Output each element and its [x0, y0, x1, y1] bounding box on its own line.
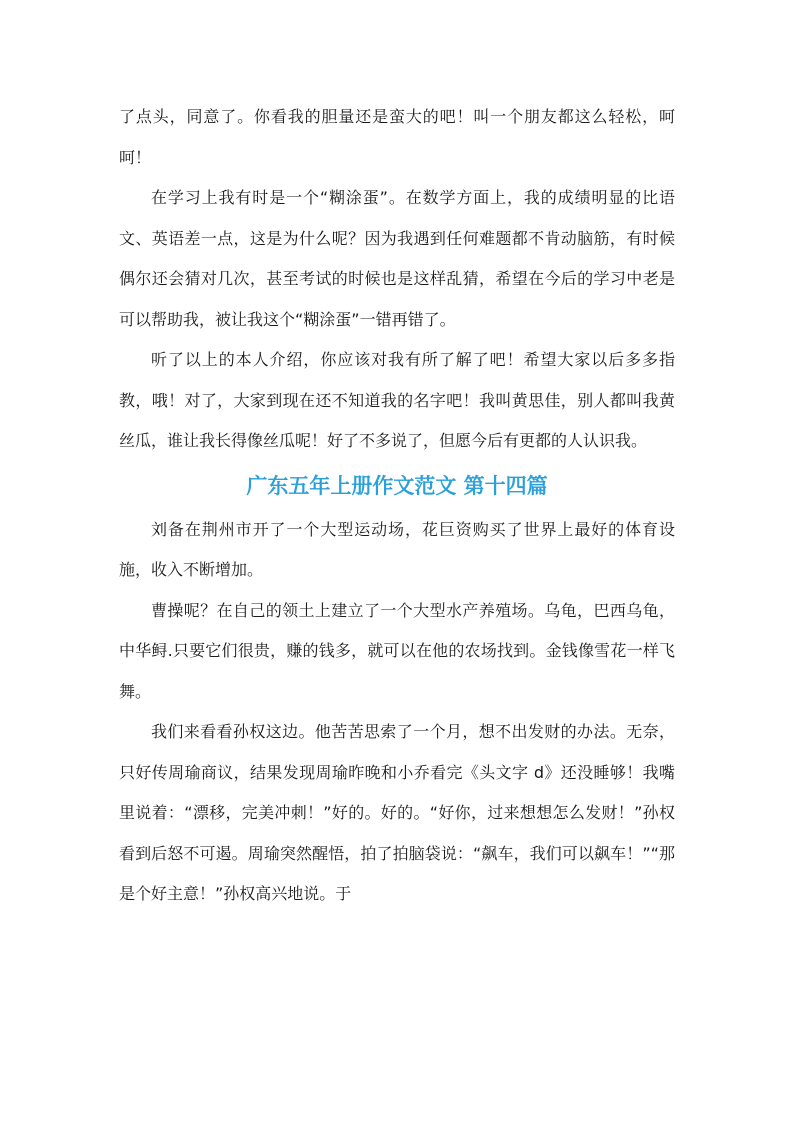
paragraph-1: 了点头，同意了。你看我的胆量还是蛮大的吧！叫一个朋友都这么轻松，呵呵！: [119, 107, 675, 167]
paragraph-3: 听了以上的本人介绍，你应该对我有所了解了吧！希望大家以后多多指教，哦！对了，大家到现在还不知道我的名字吧！我叫黄思佳，别人都叫我黄丝瓜，谁让我长得像丝瓜呢！好了不多说了，但愿今后有更都的人认识我。: [119, 350, 675, 450]
section-heading: 广东五年上册作文范文 第十四篇: [246, 473, 548, 498]
document-body: [119, 97, 675, 915]
paragraph-4: 刘备在荆州市开了一个大型运动场，花巨资购买了世界上最好的体育设施，收入不断增加。: [119, 519, 675, 579]
paragraph-2: 在学习上我有时是一个“糊涂蛋”。在数学方面上，我的成绩明显的比语文、英语差一点，这是为什么呢？因为我遇到任何难题都不肯动脑筋，有时候偶尔还会猜对几次，甚至考试的时候也是这样乱猜，希望在今后的学习中老是可以帮助我，被让我这个“糊涂蛋”一错再错了。: [119, 188, 675, 329]
paragraph-5: 曹操呢？在自己的领土上建立了一个大型水产养殖场。乌龟，巴西乌龟，中华鲟.只要它们很贵，赚的钱多，就可以在他的农场找到。金钱像雪花一样飞舞。: [119, 600, 675, 701]
paragraph-6: 我们来看看孙权这边。他苦苦思索了一个月，想不出发财的办法。无奈，只好传周瑜商议，结果发现周瑜昨晚和小乔看完《头文字 d》还没睡够！我嘴里说着：“漂移，完美冲刺！”好的。好的。“好你，过来想想怎么发财！”孙权看到后怒不可遏。周瑜突然醒悟，拍了拍脑袋说：“飙车，我们可以飙车！”“那是个好主意！”孙权高兴地说。于: [119, 722, 675, 903]
